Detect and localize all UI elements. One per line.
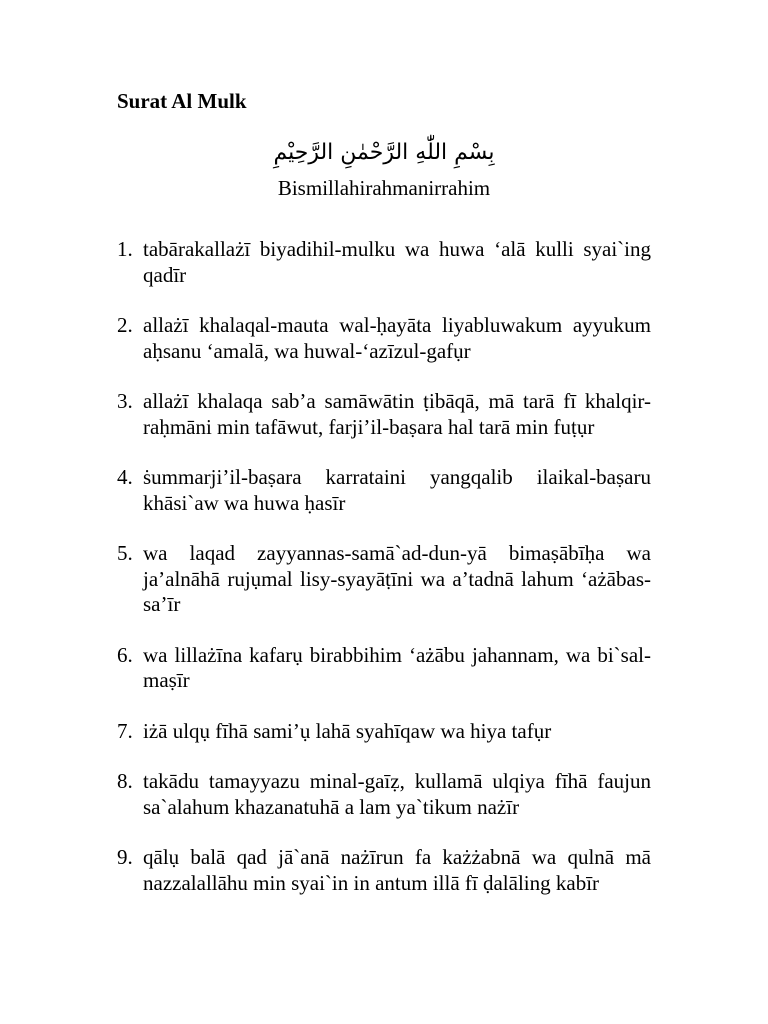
verse-text: takādu tamayyazu minal-gaīẓ, kullamā ulqiya fīhā faujun sa`alahum khazanatuhā a lam ya`tikum nażīr: [143, 769, 651, 819]
verse-number: 7.: [117, 718, 133, 743]
verse-item: [117, 541, 651, 618]
verse-number: 6.: [117, 642, 133, 667]
basmala-arabic: بِسْمِ اللّٰهِ الرَّحْمٰنِ الرَّحِيْمِ: [273, 140, 495, 165]
verse-item: [117, 389, 651, 440]
verse-text: ṡummarji’il-baṣara karrataini yangqalib ilaikal-baṣaru khāsi`aw wa huwa ḥasīr: [143, 465, 651, 515]
verse-number: 1.: [117, 237, 133, 261]
verse-text: qālụ balā qad jā`anā nażīrun fa każżabnā wa qulnā mā nazzalallāhu min syai`in in antum illā fī ḍalāling kabīr: [143, 845, 651, 895]
verse-item: [117, 845, 651, 896]
verse-item: [117, 769, 651, 820]
verse-item: [117, 719, 651, 745]
verse-item: [117, 643, 651, 694]
verse-item: [117, 313, 651, 364]
verse-item: [117, 465, 651, 516]
verse-number: 2.: [117, 313, 133, 337]
verse-text: wa lillażīna kafarụ birabbihim ‘ażābu jahannam, wa bi`sal-maṣīr: [143, 642, 651, 692]
verse-number: 5.: [117, 541, 133, 565]
verse-text: tabārakallażī biyadihil-mulku wa huwa ‘alā kulli syai`ing qadīr: [143, 237, 651, 287]
page-title: Surat Al Mulk: [117, 89, 247, 113]
verse-number: 3.: [117, 389, 133, 413]
verse-text: allażī khalaqal-mauta wal-ḥayāta liyabluwakum ayyukum aḥsanu ‘amalā, wa huwal-‘azīzul-gafụr: [143, 313, 651, 363]
verse-list: [117, 237, 651, 921]
verse-number: 9.: [117, 845, 133, 869]
verse-number: 4.: [117, 465, 133, 489]
verse-number: 8.: [117, 769, 133, 793]
verse-text: iżā ulqụ fīhā sami’ụ lahā syahīqaw wa hiya tafụr: [143, 718, 552, 743]
verse-item: [117, 237, 651, 288]
basmala-latin: Bismillahirahmanirrahim: [277, 176, 491, 200]
verse-text: allażī khalaqa sab’a samāwātin ṭibāqā, mā tarā fī khalqir-raḥmāni min tafāwut, farji’il-baṣara hal tarā min fuṭụr: [143, 389, 651, 439]
verse-text: wa laqad zayyannas-samā`ad-dun-yā bimaṣābīḥa wa ja’alnāhā rujụmal lisy-syayāṭīni wa a’tadnā lahum ‘ażābas-sa’īr: [143, 541, 651, 616]
